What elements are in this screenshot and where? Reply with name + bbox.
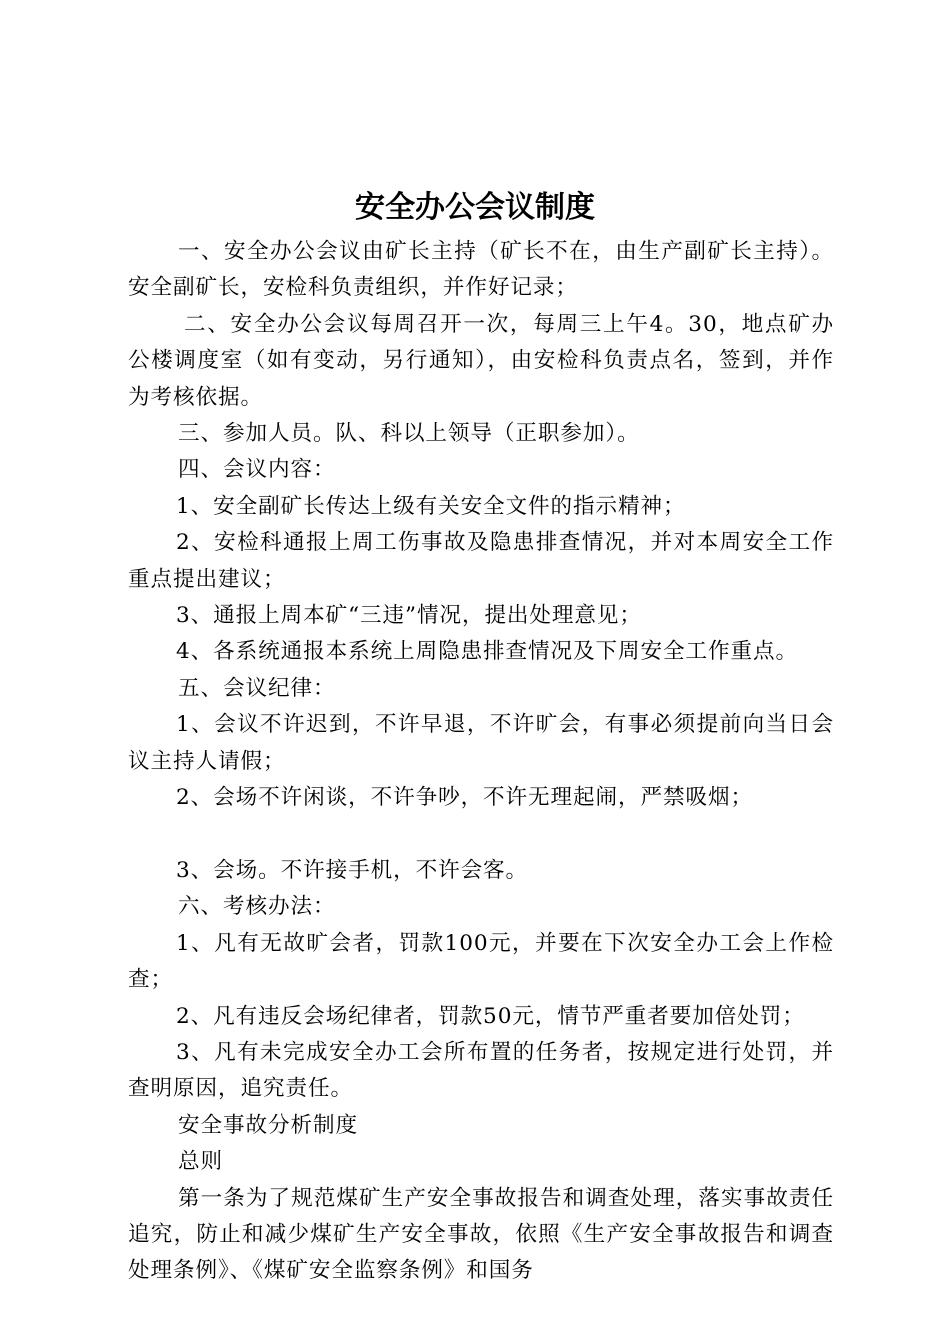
paragraph: 1、安全副矿长传达上级有关安全文件的指示精神； xyxy=(176,493,686,519)
paragraph: 一、安全办公会议由矿长主持（矿长不在，由生产副矿长主持）。安全副矿长，安检科负责组织，并作好记录； xyxy=(128,239,834,301)
section-heading: 安全事故分析制度 xyxy=(178,1112,358,1138)
paragraph: 四、会议内容： xyxy=(178,457,336,483)
paragraph: 3、凡有未完成安全办工会所布置的任务者，按规定进行处罚，并查明原因，追究责任。 xyxy=(128,1039,834,1102)
blank-line xyxy=(128,817,834,853)
paragraph: 二、安全办公会议每周召开一次，每周三上午4。30，地点矿办公楼调度室（如有变动，另行通知），由安检科负责点名，签到，并作为考核依据。 xyxy=(128,311,834,410)
section-heading: 总则 xyxy=(178,1149,223,1175)
document-body xyxy=(128,234,834,1290)
paragraph: 3、通报上周本矿“三违”情况，提出处理意见； xyxy=(176,603,642,629)
paragraph: 1、凡有无故旷会者，罚款100元，并要在下次安全办工会上作检查； xyxy=(128,930,834,993)
paragraph: 六、考核办法： xyxy=(178,894,336,920)
paragraph: 五、会议纪律： xyxy=(178,675,336,701)
paragraph: 4、各系统通报本系统上周隐患排查情况及下周安全工作重点。 xyxy=(176,639,798,665)
paragraph: 2、凡有违反会场纪律者，罚款50元，情节严重者要加倍处罚； xyxy=(176,1003,805,1029)
paragraph: 3、会场。不许接手机，不许会客。 xyxy=(176,857,529,883)
document-title: 安全办公会议制度 xyxy=(355,190,595,225)
paragraph: 2、安检科通报上周工伤事故及隐患排查情况，并对本周安全工作重点提出建议； xyxy=(128,530,834,592)
paragraph: 第一条为了规范煤矿生产安全事故报告和调查处理，落实事故责任追究，防止和减少煤矿生产安全事故，依照《生产安全事故报告和调查处理条例》、《煤矿安全监察条例》和国务 xyxy=(128,1185,834,1284)
paragraph: 2、会场不许闲谈，不许争吵，不许无理起闹，严禁吸烟； xyxy=(176,785,753,811)
paragraph: 三、参加人员。队、科以上领导（正职参加）。 xyxy=(178,421,640,447)
paragraph: 1、会议不许迟到，不许早退，不许旷会，有事必须提前向当日会议主持人请假； xyxy=(128,712,834,774)
